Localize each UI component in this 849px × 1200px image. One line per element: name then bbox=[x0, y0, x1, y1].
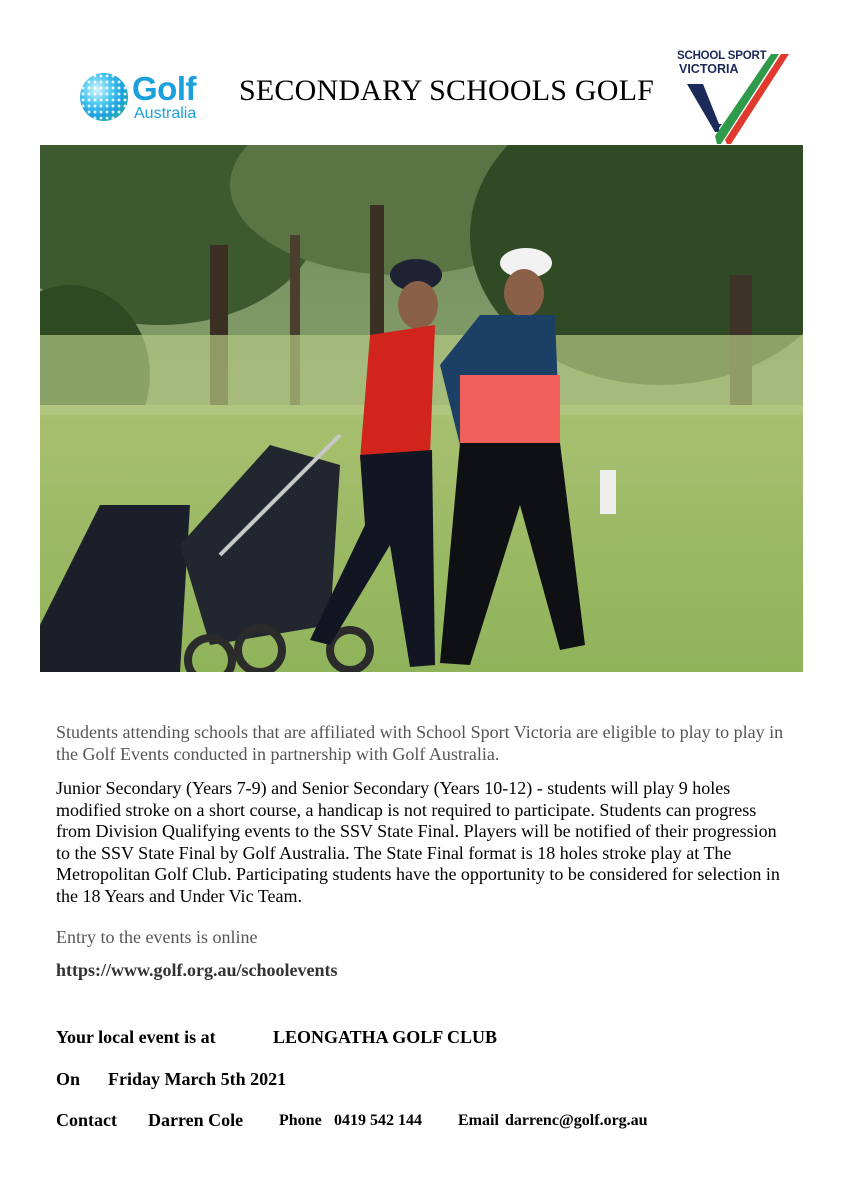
entry-link[interactable]: https://www.golf.org.au/schoolevents bbox=[56, 960, 338, 980]
golf-logo-subword: Australia bbox=[134, 105, 197, 122]
ssv-logo-line1: SCHOOL SPORT bbox=[677, 50, 767, 62]
golf-ball-icon bbox=[80, 73, 128, 121]
golf-australia-logo bbox=[80, 72, 210, 126]
entry-text: Entry to the events is online bbox=[56, 927, 258, 947]
date-label: On bbox=[56, 1069, 81, 1089]
phone-label: Phone bbox=[279, 1112, 322, 1129]
venue-name: LEONGATHA GOLF CLUB bbox=[273, 1027, 498, 1047]
contact-name: Darren Cole bbox=[148, 1110, 244, 1130]
email-label: Email bbox=[458, 1112, 499, 1129]
contact-label: Contact bbox=[56, 1110, 117, 1130]
email-address[interactable]: darrenc@golf.org.au bbox=[505, 1112, 648, 1129]
ssv-logo-line2: VICTORIA bbox=[679, 62, 739, 76]
school-sport-victoria-logo bbox=[675, 50, 795, 146]
event-date: Friday March 5th 2021 bbox=[108, 1069, 287, 1089]
hero-photo bbox=[40, 145, 803, 672]
page-title: SECONDARY SCHOOLS GOLF bbox=[239, 74, 655, 107]
phone-number: 0419 542 144 bbox=[334, 1112, 422, 1129]
venue-label: Your local event is at bbox=[56, 1027, 216, 1047]
golf-logo-word: Golf bbox=[132, 70, 196, 107]
intro-paragraph: Students attending schools that are affiliated with School Sport Victoria are eligible to play to play in the Golf Events conducted in partnership with Golf Australia. bbox=[56, 722, 784, 764]
details-paragraph: Junior Secondary (Years 7-9) and Senior Secondary (Years 10-12) - students will play 9 holes modified stroke on a short course, a handicap is not required to participate. Students can progress from Division Qualifying events to the SSV State Final. Players will be notified of their progression to the SSV State Final by Golf Australia. The State Final format is 18 holes stroke play at The Metropolitan Golf Club. Participating students have the opportunity to be considered for selection in the 18 Years and Under Vic Team. bbox=[56, 778, 780, 906]
